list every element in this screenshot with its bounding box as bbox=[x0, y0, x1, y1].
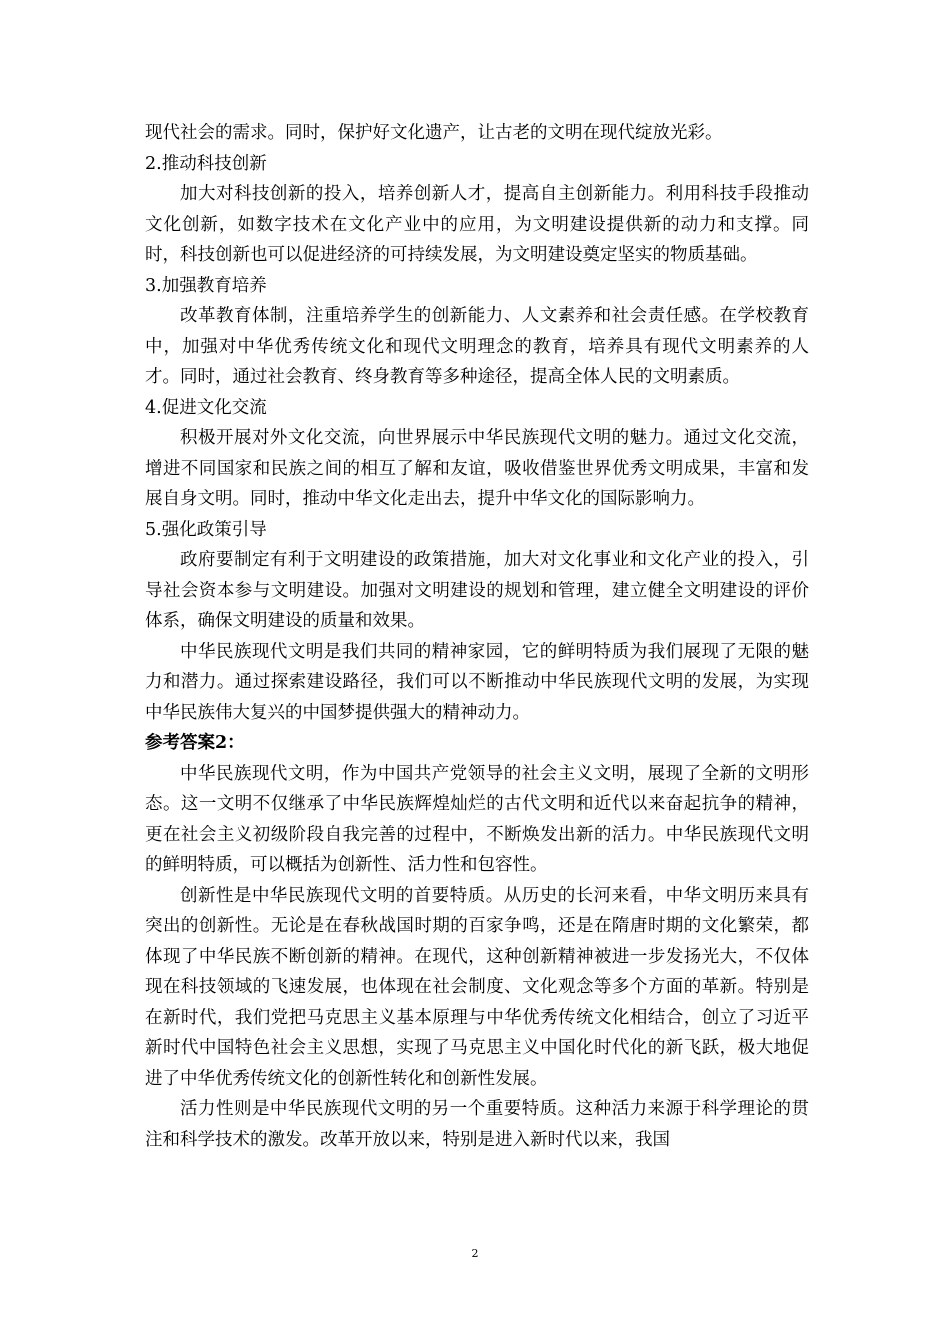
page-number: 2 bbox=[471, 1247, 479, 1260]
paragraph-education: 改革教育体制，注重培养学生的创新能力、人文素养和社会责任感。在学校教育中，加强对中华优秀传统文化和现代文明理念的教育，培养具有现代文明素养的人才。同时，通过社会教育、终身教育等多种途径，提高全体人民的文明素质。 bbox=[145, 306, 809, 387]
paragraph-tech-innovation: 加大对科技创新的投入，培养创新人才，提高自主创新能力。利用科技手段推动文化创新，如数字技术在文化产业中的应用，为文明建设提供新的动力和支撑。同时，科技创新也可以促进经济的可持续发展，为文明建设奠定坚实的物质基础。 bbox=[145, 184, 809, 265]
section-heading-5: 5.强化政策引导 bbox=[145, 519, 267, 540]
paragraph-vitality: 活力性则是中华民族现代文明的另一个重要特质。这种活力来源于科学理论的贯注和科学技术的激发。改革开放以来，特别是进入新时代以来，我国 bbox=[145, 1099, 809, 1150]
reference-answer-heading: 参考答案2： bbox=[145, 733, 245, 753]
section-heading-3: 3.加强教育培养 bbox=[145, 275, 267, 296]
paragraph-innovation: 创新性是中华民族现代文明的首要特质。从历史的长河来看，中华文明历来具有突出的创新性。无论是在春秋战国时期的百家争鸣，还是在隋唐时期的文化繁荣，都体现了中华民族不断创新的精神。在现代，这种创新精神被进一步发扬光大，不仅体现在科技领域的飞速发展，也体现在社会制度、文化观念等多个方面的革新。特别是在新时代，我们党把马克思主义基本原理与中华优秀传统文化相结合，创立了习近平新时代中国特色社会主义思想，实现了马克思主义中国化时代化的新飞跃，极大地促进了中华优秀传统文化的创新性转化和创新性发展。 bbox=[145, 885, 809, 1089]
document-body bbox=[145, 118, 809, 1155]
paragraph-cultural-exchange: 积极开展对外文化交流，向世界展示中华民族现代文明的魅力。通过文化交流，增进不同国家和民族之间的相互了解和友谊，吸收借鉴世界优秀文明成果，丰富和发展自身文明。同时，推动中华文化走出去，提升中华文化的国际影响力。 bbox=[145, 428, 809, 509]
paragraph-policy: 政府要制定有利于文明建设的政策措施，加大对文化事业和文化产业的投入，引导社会资本参与文明建设。加强对文明建设的规划和管理，建立健全文明建设的评价体系，确保文明建设的质量和效果。 bbox=[145, 550, 809, 631]
paragraph-conclusion: 中华民族现代文明是我们共同的精神家园，它的鲜明特质为我们展现了无限的魅力和潜力。通过探索建设路径，我们可以不断推动中华民族现代文明的发展，为实现中华民族伟大复兴的中国梦提供强大的精神动力。 bbox=[145, 641, 809, 723]
paragraph-continuation: 现代社会的需求。同时，保护好文化遗产，让古老的文明在现代绽放光彩。 bbox=[145, 123, 723, 143]
section-heading-4: 4.促进文化交流 bbox=[145, 397, 267, 418]
paragraph-answer-intro: 中华民族现代文明，作为中国共产党领导的社会主义文明，展现了全新的文明形态。这一文明不仅继承了中华民族辉煌灿烂的古代文明和近代以来奋起抗争的精神，更在社会主义初级阶段自我完善的过程中，不断焕发出新的活力。中华民族现代文明的鲜明特质，可以概括为创新性、活力性和包容性。 bbox=[145, 763, 809, 875]
section-heading-2: 2.推动科技创新 bbox=[145, 153, 267, 174]
